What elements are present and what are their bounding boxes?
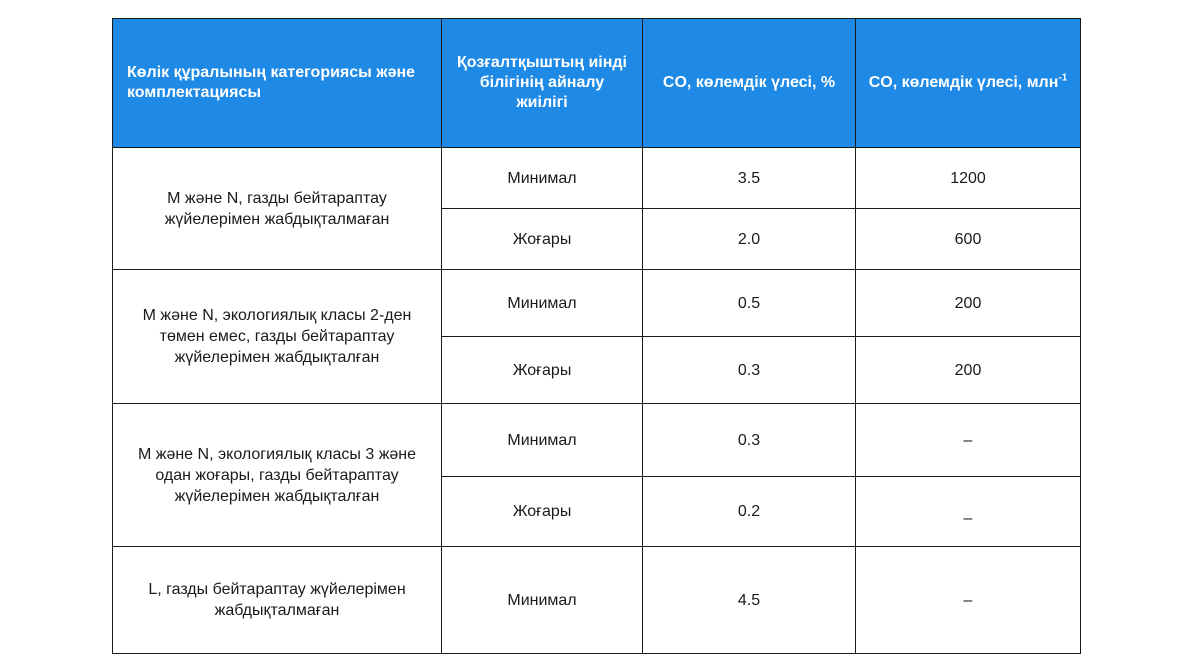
rpm-cell: Жоғары [442, 477, 643, 547]
header-rpm: Қозғалтқыштың иінді білігінің айналу жиілігі [442, 19, 643, 148]
co-percent-cell: 0.5 [643, 270, 856, 337]
table-row [113, 404, 1081, 477]
category-cell: M және N, экологиялық класы 3 және одан жоғары, газды бейтараптау жүйелерімен жабдықталған [113, 404, 442, 547]
rpm-cell: Жоғары [442, 337, 643, 404]
co-percent-cell: 4.5 [643, 547, 856, 654]
co-ppm-cell: 1200 [856, 148, 1081, 209]
category-cell: M және N, экологиялық класы 2-ден төмен емес, газды бейтараптау жүйелерімен жабдықталған [113, 270, 442, 404]
emission-table-container [112, 18, 1080, 654]
header-co-ppm-label: CO, көлемдік үлесі, млн [868, 74, 1059, 91]
co-emission-table [112, 18, 1081, 654]
header-co-percent: CO, көлемдік үлесі, % [643, 19, 856, 148]
header-co-ppm [856, 19, 1081, 148]
co-percent-cell: 0.3 [643, 404, 856, 477]
co-percent-cell: 2.0 [643, 209, 856, 270]
rpm-cell: Минимал [442, 148, 643, 209]
co-ppm-cell [856, 477, 1081, 547]
rpm-cell: Минимал [442, 404, 643, 477]
co-ppm-cell: – [856, 547, 1081, 654]
co-ppm-cell: 600 [856, 209, 1081, 270]
table-header-row [113, 19, 1081, 148]
table-row [113, 547, 1081, 654]
rpm-cell: Минимал [442, 547, 643, 654]
co-percent-cell: 0.2 [643, 477, 856, 547]
co-ppm-value: – [963, 510, 973, 527]
co-ppm-cell: – [856, 404, 1081, 477]
header-category: Көлік құралының категориясы және комплектациясы [113, 19, 442, 148]
category-cell: L, газды бейтараптау жүйелерімен жабдықталмаған [113, 547, 442, 654]
rpm-cell: Жоғары [442, 209, 643, 270]
co-percent-cell: 3.5 [643, 148, 856, 209]
header-co-ppm-superscript: -1 [1058, 72, 1068, 84]
co-percent-cell: 0.3 [643, 337, 856, 404]
co-ppm-cell: 200 [856, 337, 1081, 404]
rpm-cell: Минимал [442, 270, 643, 337]
table-row [113, 148, 1081, 209]
category-cell: M және N, газды бейтараптау жүйелерімен жабдықталмаған [113, 148, 442, 270]
table-row [113, 270, 1081, 337]
co-ppm-cell: 200 [856, 270, 1081, 337]
